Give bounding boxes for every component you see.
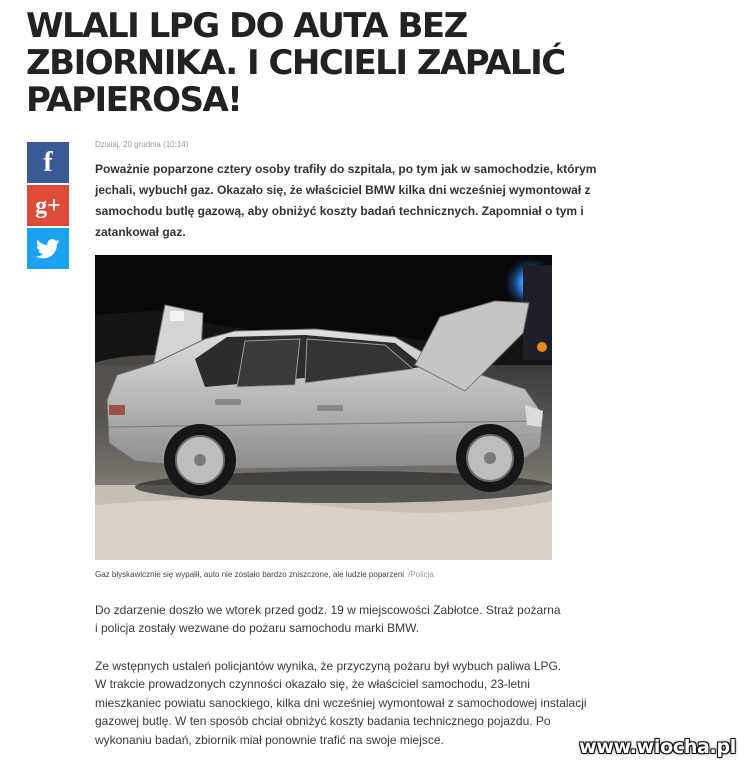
photo-caption bbox=[95, 570, 434, 579]
paragraph-line: Do zdarzenie doszło we wtorek przed godz. 19 w miejscowości Zabłotce. Straż pożarna bbox=[95, 603, 561, 617]
article-paragraph-2 bbox=[95, 657, 587, 749]
twitter-share-button[interactable] bbox=[27, 228, 69, 269]
article-title bbox=[26, 8, 586, 119]
photo-source: /Policja bbox=[408, 570, 434, 579]
lead-line: Poważnie poparzone cztery osoby trafiły do szpitala, po tym jak w samochodzie, którym bbox=[95, 162, 597, 176]
google-plus-icon: g+ bbox=[35, 192, 61, 219]
google-plus-share-button[interactable] bbox=[27, 185, 69, 226]
burned-car-illustration bbox=[95, 255, 552, 560]
title-line: WLALI LPG DO AUTA BEZ bbox=[26, 6, 467, 46]
lead-line: samochodu butlę gazową, aby obniżyć koszty badań technicznych. Zapomniał o tym i bbox=[95, 204, 584, 218]
paragraph-line: gazowej butlę. W ten sposób chciał obniżyć koszty badania technicznego pojazdu. Po bbox=[95, 714, 551, 729]
article-lead bbox=[95, 159, 597, 243]
paragraph-line: i policja zostały wezwane do pożaru samochodu marki BMW. bbox=[95, 621, 420, 636]
article-photo bbox=[95, 255, 552, 560]
paragraph-line: mieszkaniec powiatu sanockiego, kilka dni wcześniej wymontował z samochodowej instalacji bbox=[95, 695, 587, 710]
site-watermark: www.wiocha.pl bbox=[579, 736, 736, 758]
lead-line: jechali, wybuchł gaz. Okazało się, że właściciel BMW kilka dni wcześniej wymontował z bbox=[95, 183, 591, 197]
facebook-share-button[interactable] bbox=[27, 142, 69, 183]
publish-date: Dzisiaj, 20 grudnia (10:14) bbox=[95, 140, 189, 149]
share-buttons bbox=[27, 142, 69, 271]
title-line: PAPIEROSA! bbox=[26, 80, 242, 120]
facebook-icon: f bbox=[43, 146, 53, 178]
title-line: ZBIORNIKA. I CHCIELI ZAPALIĆ bbox=[26, 43, 565, 83]
paragraph-line: wykonaniu badań, zbiornik miał ponownie trafić na swoje miejsce. bbox=[95, 732, 444, 747]
caption-text: Gaz błyskawicznie się wypalił, auto nie zostało bardzo zniszczone, ale ludzie poparzeni bbox=[95, 570, 405, 579]
paragraph-line: Ze wstępnych ustaleń policjantów wynika, że przyczyną pożaru był wybuch paliwa LPG. bbox=[95, 659, 562, 673]
article-paragraph-1 bbox=[95, 601, 565, 638]
paragraph-line: W trakcie prowadzonych czynności okazało się, że właściciel samochodu, 23-letni bbox=[95, 677, 530, 692]
twitter-bird-icon bbox=[36, 239, 60, 259]
lead-line: zatankował gaz. bbox=[95, 225, 186, 239]
